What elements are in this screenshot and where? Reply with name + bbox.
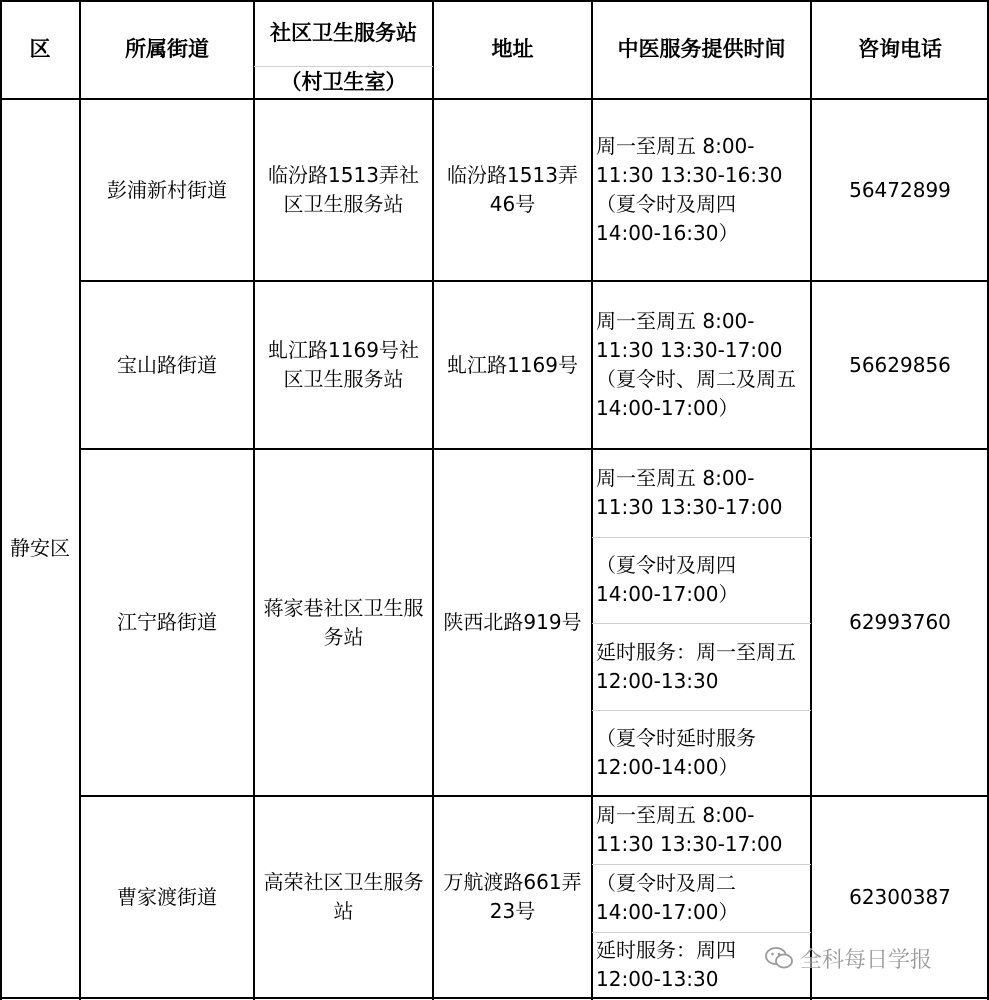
header-phone: 咨询电话: [858, 37, 942, 61]
row-phone: 62300387: [849, 884, 951, 909]
row-street: 江宁路街道: [117, 610, 217, 634]
row-phone: 56472899: [849, 177, 951, 202]
grid-line: [80, 280, 989, 282]
grid-line: [810, 0, 812, 1000]
row-time-block: 延时服务：周一至周五 12:00-13:30: [596, 639, 796, 693]
row-station: 蒋家巷社区卫生服 务站: [263, 595, 424, 649]
grid-line: [0, 0, 989, 2]
row-station: 高荣社区卫生服务 站: [263, 870, 424, 923]
row-address: 陕西北路919号: [443, 610, 582, 634]
wechat-icon: [764, 945, 794, 971]
watermark-text: 全科每日学报: [800, 947, 933, 973]
row-station: 临汾路1513弄社 区卫生服务站: [268, 163, 419, 216]
row-address: 万航渡路661弄 23号: [443, 870, 582, 923]
row-time-block: （夏令时及周二 14:00-17:00）: [596, 871, 739, 924]
grid-line: [80, 448, 989, 450]
row-time-block: （夏令时及周四 14:00-17:00）: [596, 553, 739, 606]
header-district: 区: [29, 37, 51, 61]
grid-line: [0, 98, 989, 100]
grid-line: [0, 997, 989, 999]
row-time-block: 周一至周五 8:00- 11:30 13:30-17:00 （夏令时、周二及周五 14:00-17:00）: [596, 309, 796, 420]
row-time-block: 延时服务：周四 12:00-13:30: [596, 938, 736, 991]
header-station-line2: （村卫生室）: [280, 70, 407, 94]
row-time-block: （夏令时延时服务 12:00-14:00）: [596, 726, 756, 779]
row-street: 彭浦新村街道: [107, 177, 227, 202]
header-street: 所属街道: [125, 37, 209, 61]
grid-line: [592, 623, 811, 624]
grid-line: [0, 0, 2, 1000]
grid-line: [80, 795, 989, 797]
row-time-block: 周一至周五 8:00- 11:30 13:30-16:30 （夏令时及周四 14:00-16:30）: [596, 134, 783, 245]
grid-line: [592, 864, 811, 865]
grid-line: [592, 932, 811, 933]
grid-line: [592, 537, 811, 538]
row-station: 虬江路1169号社 区卫生服务站: [268, 338, 419, 391]
row-address: 虬江路1169号: [447, 352, 578, 377]
row-time-block: 周一至周五 8:00- 11:30 13:30-17:00: [596, 466, 783, 519]
grid-line: [79, 0, 81, 1000]
row-address: 临汾路1513弄 46号: [447, 163, 578, 216]
row-street: 曹家渡街道: [117, 884, 217, 909]
grid-line: [592, 710, 811, 711]
grid-line: [253, 0, 255, 1000]
row-time-block: 周一至周五 8:00- 11:30 13:30-17:00: [596, 803, 783, 856]
grid-line: [591, 0, 593, 1000]
header-address: 地址: [491, 37, 534, 61]
grid-line: [254, 66, 433, 67]
row-phone: 56629856: [849, 352, 951, 377]
header-station-line1: 社区卫生服务站: [270, 20, 417, 45]
district-cell: 静安区: [10, 536, 70, 560]
row-street: 宝山路街道: [117, 352, 217, 377]
grid-line: [432, 0, 434, 1000]
watermark: [764, 940, 984, 976]
header-tcm-time: 中医服务提供时间: [617, 37, 786, 61]
row-phone: 62993760: [849, 610, 951, 634]
